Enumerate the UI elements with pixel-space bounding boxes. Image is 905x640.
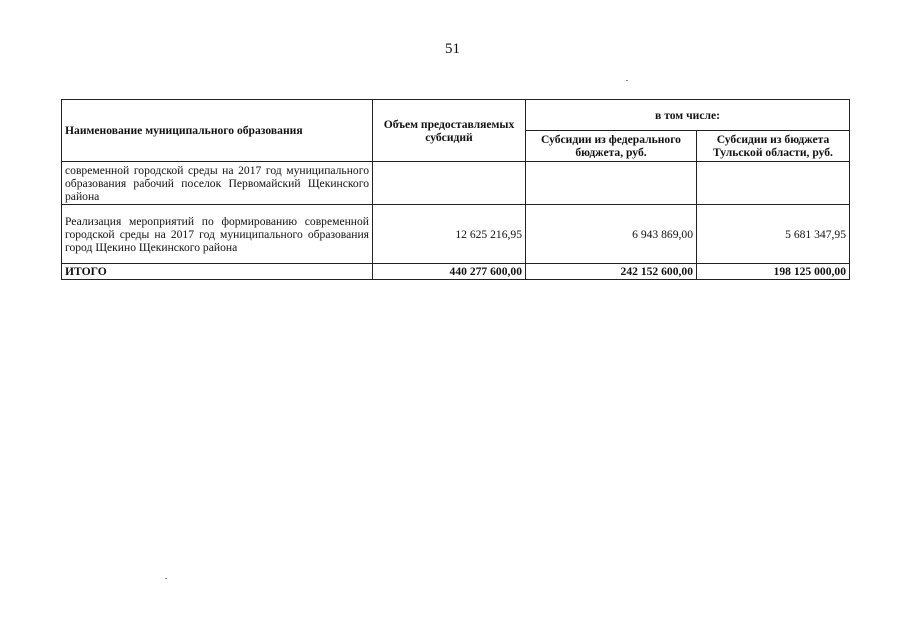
total-federal: 242 152 600,00: [526, 264, 697, 280]
total-regional: 198 125 000,00: [697, 264, 850, 280]
row-federal: 6 943 869,00: [526, 205, 697, 264]
row-name: Реализация мероприятий по формированию современной городской среды на 2017 год муниципального образования город Щекино Щекинского района: [62, 205, 373, 264]
header-regional: Субсидии из бюджета Тульской области, руб.: [697, 131, 850, 162]
row-volume: [373, 162, 526, 205]
total-row: [62, 264, 850, 280]
scan-speck: [165, 578, 167, 579]
row-name: современной городской среды на 2017 год муниципального образования рабочий поселок Первомайский Щекинского района: [62, 162, 373, 205]
header-name: Наименование муниципального образования: [62, 100, 373, 162]
header-federal: Субсидии из федерального бюджета, руб.: [526, 131, 697, 162]
subsidy-table: [61, 99, 850, 280]
total-label: ИТОГО: [62, 264, 373, 280]
total-volume: 440 277 600,00: [373, 264, 526, 280]
row-regional: 5 681 347,95: [697, 205, 850, 264]
row-regional: [697, 162, 850, 205]
header-including: в том числе:: [526, 100, 850, 131]
table-row: [62, 205, 850, 264]
table-row: [62, 162, 850, 205]
scan-speck: [626, 80, 628, 81]
page-number: 51: [445, 41, 460, 57]
row-federal: [526, 162, 697, 205]
table-header-row: [62, 100, 850, 131]
header-volume: Объем предоставляемых субсидий: [373, 100, 526, 162]
row-volume: 12 625 216,95: [373, 205, 526, 264]
